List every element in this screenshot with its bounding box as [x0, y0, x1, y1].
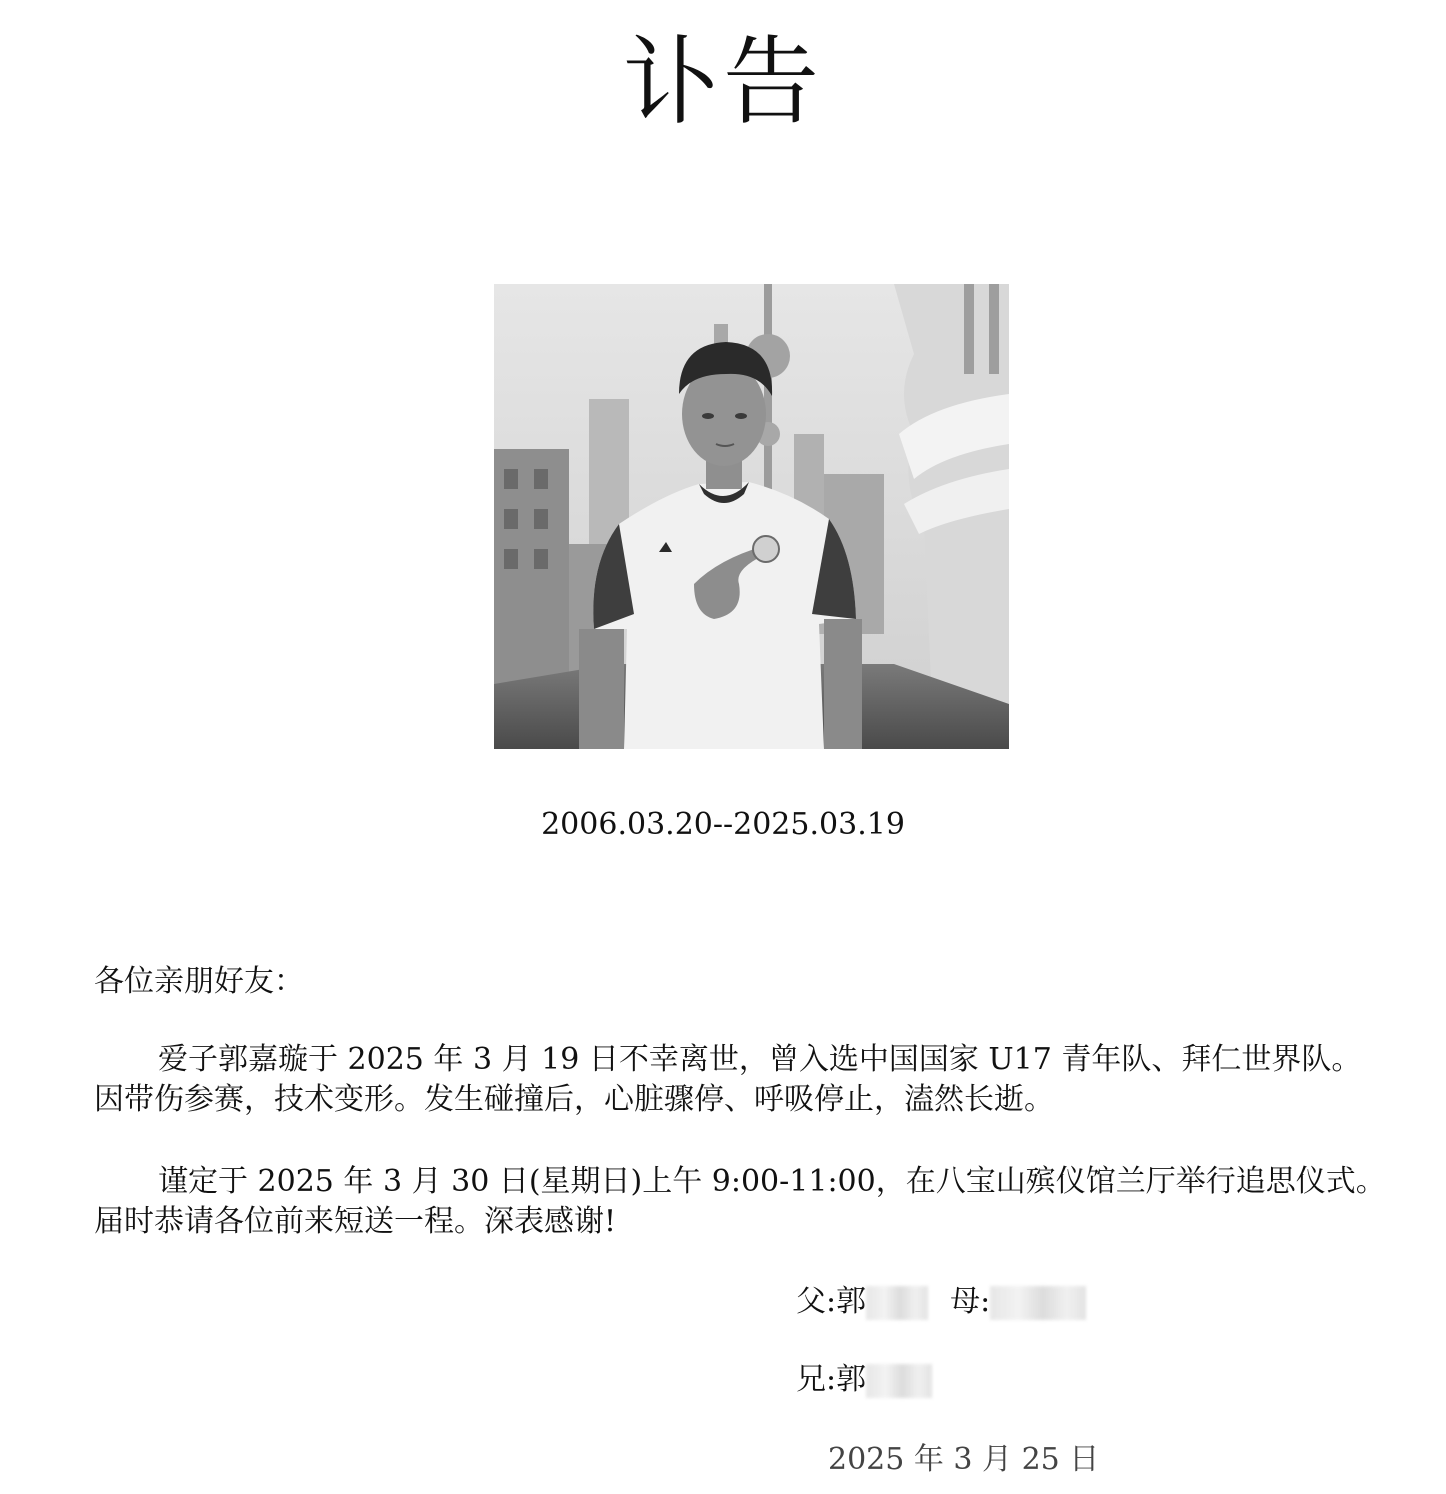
paragraph-line: 谨定于 2025 年 3 月 30 日(星期日)上午 9:00-11:00，在八宝山殡仪馆兰厅举行追思仪式。: [158, 1164, 1386, 1199]
brother-label: 兄:郭: [796, 1362, 867, 1397]
portrait-photo: [494, 284, 1009, 749]
signature-parents: [796, 1282, 1086, 1322]
notice-date: 2025 年 3 月 25 日: [828, 1442, 1100, 1477]
ceremony-paragraph: [94, 1162, 1414, 1242]
page-title: 讣告: [623, 26, 823, 138]
paragraph-line: 因带伤参赛，技术变形。发生碰撞后，心脏骤停、呼吸停止，溘然长逝。: [94, 1082, 1054, 1117]
mother-label: 母:: [950, 1284, 991, 1319]
father-label: 父:郭: [796, 1284, 867, 1319]
announcement-paragraph: [94, 1040, 1414, 1120]
redacted-name: [866, 1286, 928, 1320]
paragraph-line: 届时恭请各位前来短送一程。深表感谢!: [94, 1204, 617, 1239]
paragraph-line: 爱子郭嘉璇于 2025 年 3 月 19 日不幸离世，曾入选中国国家 U17 青年队、拜仁世界队。: [158, 1042, 1362, 1077]
portrait-illustration: [494, 284, 1009, 749]
signature-brother: [796, 1360, 932, 1400]
greeting: 各位亲朋好友：: [94, 964, 304, 999]
redacted-name: [866, 1364, 932, 1398]
lifespan-dates: 2006.03.20--2025.03.19: [541, 807, 905, 842]
redacted-name: [990, 1286, 1086, 1320]
